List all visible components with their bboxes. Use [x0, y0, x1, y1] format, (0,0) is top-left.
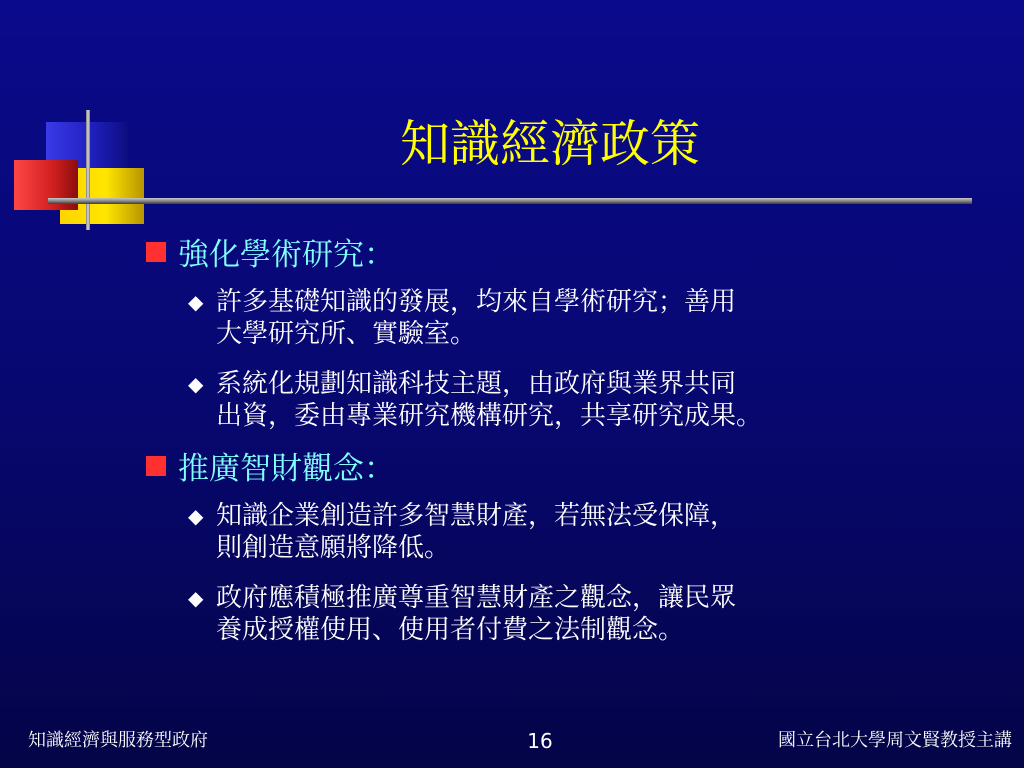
- diamond-icon: ◆: [188, 586, 204, 610]
- diamond-icon: ◆: [188, 372, 204, 396]
- red-square-icon: [146, 456, 166, 476]
- list-item: [188, 286, 928, 350]
- section-heading-text: 推廣智財觀念：: [178, 451, 395, 487]
- list-item-line-2: 出資，委由專業研究機構研究，共享研究成果。: [216, 401, 763, 431]
- list-item: [188, 368, 928, 432]
- slide-title: 知識經濟政策: [400, 115, 700, 173]
- section-heading-1: [146, 236, 846, 274]
- section-heading-text: 強化學術研究：: [178, 237, 395, 273]
- diamond-icon: ◆: [188, 504, 204, 528]
- footer-left-text: 知識經濟與服務型政府: [28, 730, 208, 751]
- page-number: 16: [527, 729, 553, 753]
- list-item-line-1: 許多基礎知識的發展，均來自學術研究；善用: [216, 287, 737, 317]
- list-item-line-1: 知識企業創造許多智慧財產，若無法受保障，: [216, 501, 737, 531]
- list-item-line-1: 政府應積極推廣尊重智慧財產之觀念，讓民眾: [216, 583, 737, 613]
- list-item-line-2: 大學研究所、實驗室。: [216, 319, 477, 349]
- list-item-line-2: 養成授權使用、使用者付費之法制觀念。: [216, 615, 685, 645]
- list-item-line-1: 系統化規劃知識科技主題，由政府與業界共同: [216, 369, 737, 399]
- footer-right-text: 國立台北大學周文賢教授主講: [778, 730, 1012, 751]
- list-item: [188, 582, 928, 646]
- diamond-icon: ◆: [188, 290, 204, 314]
- list-item-line-2: 則創造意願將降低。: [216, 533, 451, 563]
- list-item: [188, 500, 928, 564]
- red-square-icon: [146, 242, 166, 262]
- section-heading-2: [146, 450, 846, 488]
